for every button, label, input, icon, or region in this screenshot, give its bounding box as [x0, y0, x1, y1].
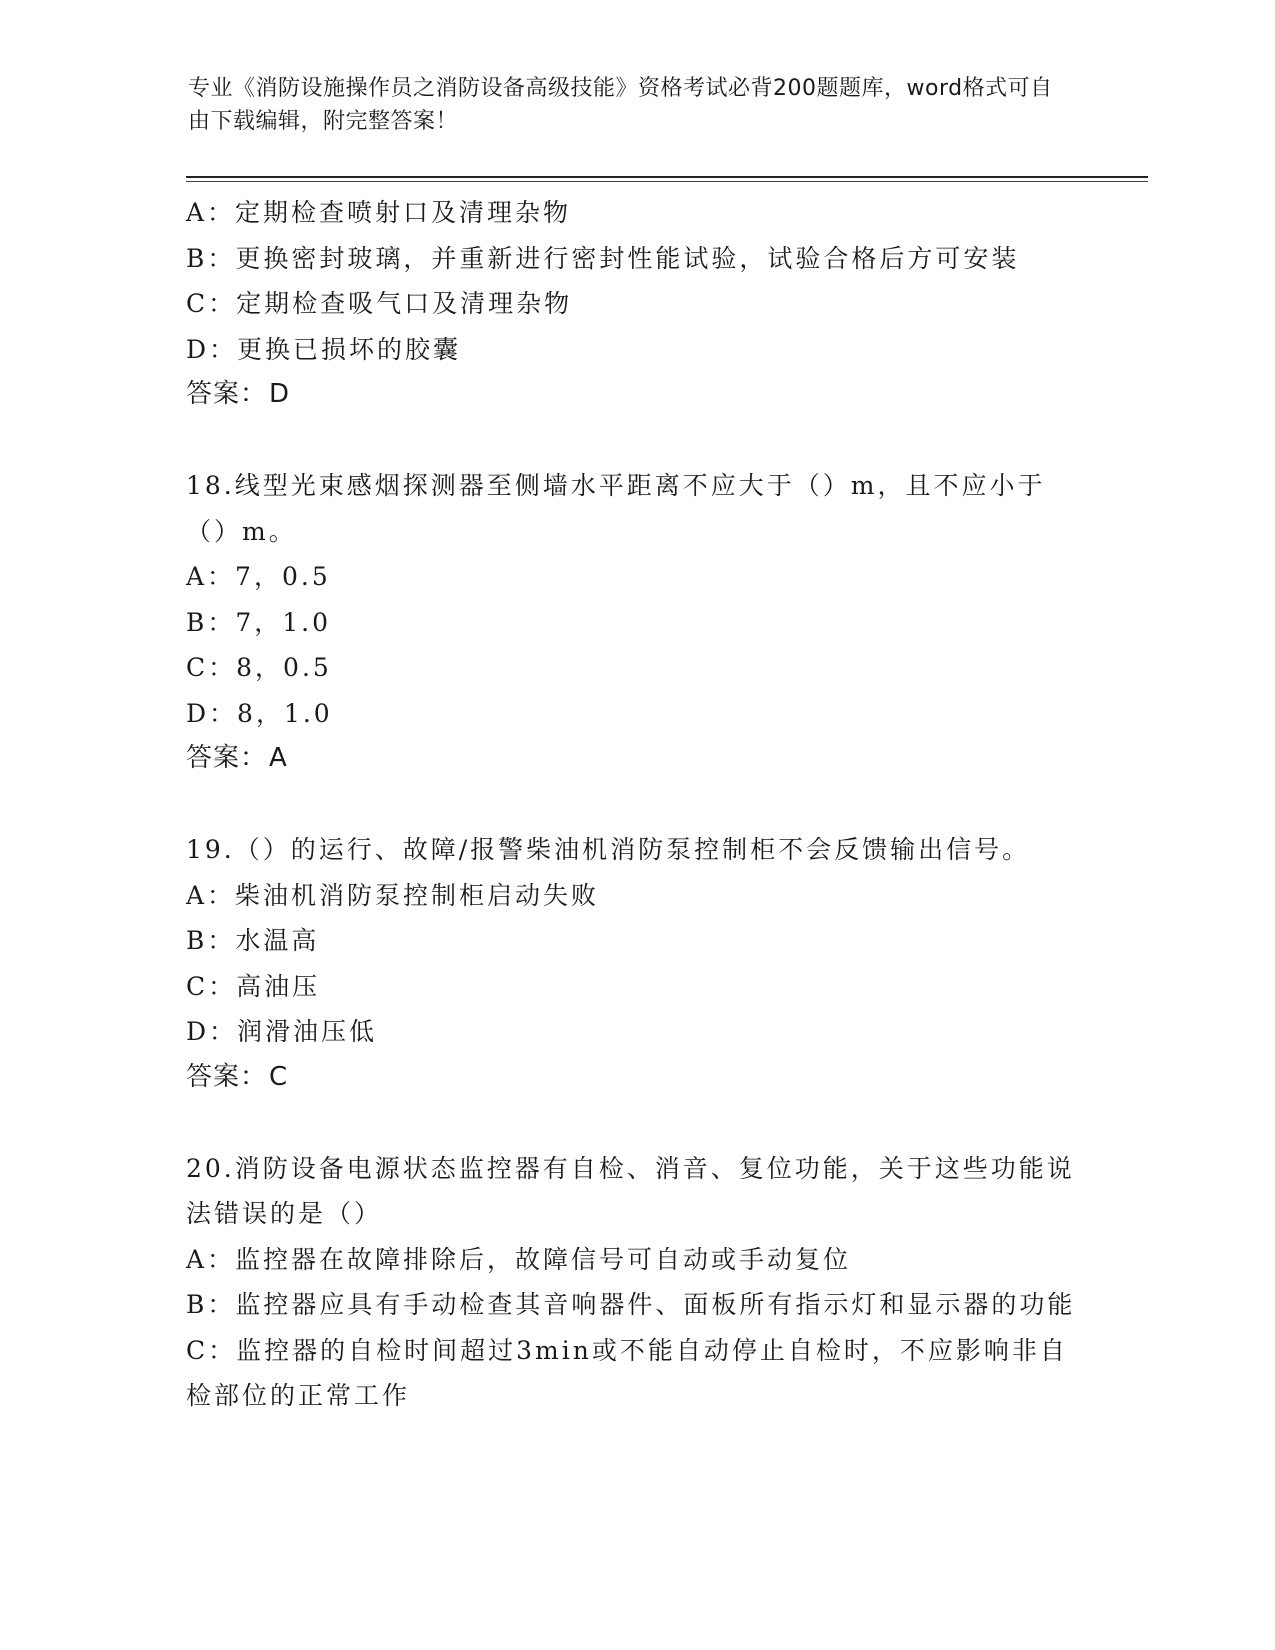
answer-value: C: [269, 1061, 289, 1092]
answer-value: D: [269, 379, 291, 409]
option-b: B：监控器应具有手动检查其音响器件、面板所有指示灯和显示器的功能: [186, 1290, 1076, 1319]
question-block-18: [186, 463, 1086, 782]
question-block-17: [186, 190, 1086, 418]
header-divider-thick: [186, 176, 1148, 178]
option-a: A：7，0.5: [186, 562, 331, 591]
option-d: D：8，1.0: [186, 698, 333, 728]
option-c: C：监控器的自检时间超过3min或不能自动停止自检时，不应影响非自检部位的正常工作: [186, 1335, 1068, 1410]
answer-label: 答案：: [186, 1061, 268, 1092]
option-c: C：高油压: [186, 971, 321, 1001]
option-d: D：更换已损坏的胶囊: [186, 334, 462, 364]
header-divider-thin: [186, 181, 1148, 182]
spacer: [186, 418, 1086, 464]
question-block-20: [186, 1146, 1086, 1419]
option-a: A：监控器在故障排除后，故障信号可自动或手动复位: [186, 1244, 852, 1274]
answer-value: A: [269, 743, 288, 773]
option-a: A：柴油机消防泵控制柜启动失败: [186, 880, 600, 910]
question-list: [186, 190, 1086, 1419]
spacer: [186, 1100, 1086, 1146]
option-d: D：润滑油压低: [186, 1017, 378, 1046]
answer-line: [186, 1055, 1086, 1101]
option-a: A：定期检查喷射口及清理杂物: [186, 198, 572, 227]
question-text: 18.线型光束感烟探测器至侧墙水平距离不应大于（）m，且不应小于（）m。: [186, 471, 1046, 546]
document-header: [188, 72, 1068, 138]
answer-line: [186, 372, 1086, 418]
option-b: B：更换密封玻璃，并重新进行密封性能试验，试验合格后方可安装: [186, 243, 1020, 273]
option-c: C：8，0.5: [186, 653, 332, 682]
option-b: B：水温高: [186, 926, 320, 955]
header-title: 专业《消防设施操作员之消防设备高级技能》资格考试必背200题题库，word格式可自由下载编辑，附完整答案！: [188, 76, 1053, 134]
spacer: [186, 782, 1086, 828]
answer-line: [186, 736, 1086, 782]
answer-label: 答案：: [186, 379, 268, 409]
option-b: B：7，1.0: [186, 607, 332, 637]
option-c: C：定期检查吸气口及清理杂物: [186, 289, 573, 318]
answer-label: 答案：: [186, 743, 268, 773]
question-block-19: [186, 827, 1086, 1100]
question-text: 20.消防设备电源状态监控器有自检、消音、复位功能，关于这些功能说法错误的是（）: [186, 1153, 1075, 1228]
question-text: 19.（）的运行、故障/报警柴油机消防泵控制柜不会反馈输出信号。: [186, 835, 1031, 864]
